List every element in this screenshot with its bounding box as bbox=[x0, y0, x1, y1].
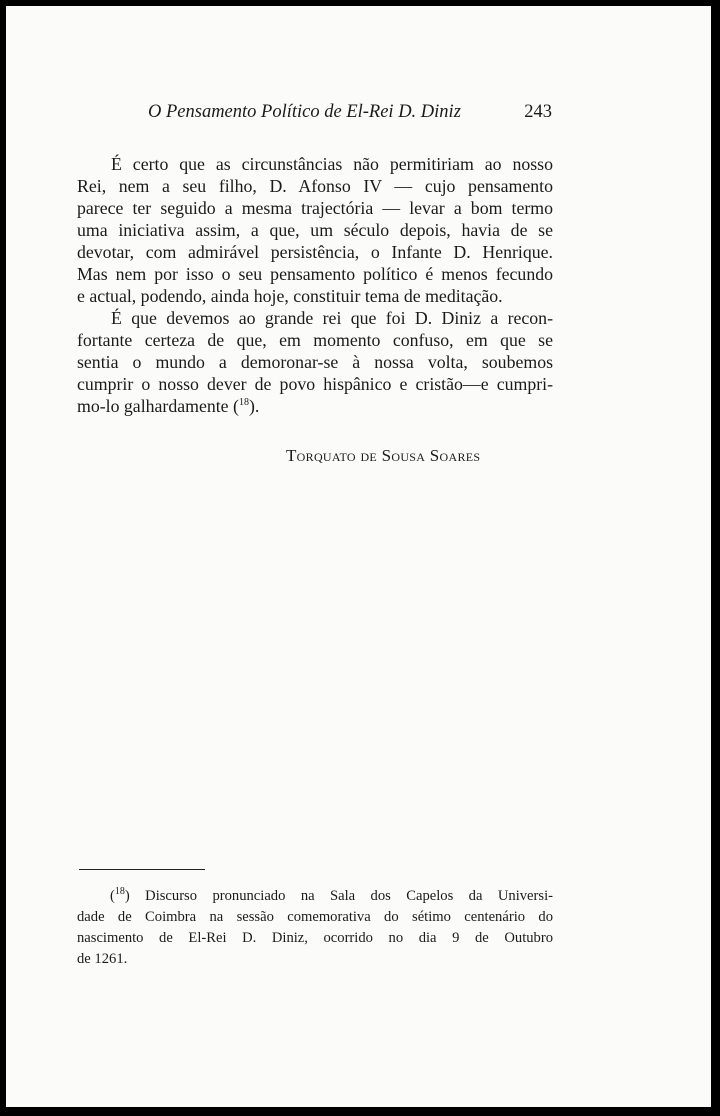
paragraph-1-line-1: É certo que as circunstâncias não permitiriam ao nosso bbox=[111, 154, 553, 174]
paragraph-2-line-3: sentia o mundo a demoronar-se à nossa volta, soubemos bbox=[77, 352, 553, 372]
footnote-line-1: ($^{18}$) Discurso pronunciado na Sala dos Capelos da Universi- bbox=[110, 886, 553, 904]
running-head-title: O Pensamento Político de El-Rei D. Diniz bbox=[148, 102, 461, 122]
paragraph-2-line-2: fortante certeza de que, em momento confuso, em que se bbox=[77, 330, 553, 350]
footnote-line-1-text: ) Discurso pronunciado na Sala dos Capelos da Universi- bbox=[124, 888, 553, 904]
paragraph-2-line-5 bbox=[77, 395, 553, 417]
paragraph-2-line-5-text: mo-lo galhardamente ( bbox=[77, 396, 239, 416]
paragraph-1-line-6: Mas nem por isso o seu pensamento político é menos fecundo bbox=[77, 264, 553, 284]
paragraph-1-line-2: Rei, nem a seu filho, D. Afonso IV — cujo pensamento bbox=[77, 176, 553, 196]
paragraph-1-line-5: devotar, com admirável persistência, o Infante D. Henrique. bbox=[77, 242, 553, 262]
footnote-divider bbox=[79, 869, 205, 870]
paragraph-1-line-7: e actual, podendo, ainda hoje, constituir tema de meditação. bbox=[77, 286, 503, 306]
footnote-line-4: de 1261. bbox=[77, 951, 128, 967]
footnote-line-2: dade de Coimbra na sessão comemorativa do sétimo centenário do bbox=[77, 909, 553, 925]
book-page bbox=[6, 6, 711, 1107]
footnote-marker: 18 bbox=[114, 886, 125, 898]
footnote-line-3: nascimento de El-Rei D. Diniz, ocorrido no dia 9 de Outubro bbox=[77, 930, 553, 946]
footnote-reference: 18 bbox=[238, 397, 249, 409]
paragraph-1-line-3: parece ter seguido a mesma trajectória — levar a bom termo bbox=[77, 198, 553, 218]
author-signature: Torquato de Sousa Soares bbox=[286, 446, 481, 465]
paragraph-2-line-4: cumprir o nosso dever de povo hispânico e cristão—e cumpri- bbox=[77, 374, 553, 394]
paragraph-2-line-5-end: ). bbox=[248, 396, 260, 416]
paragraph-2-line-1: É que devemos ao grande rei que foi D. Diniz a recon- bbox=[111, 308, 553, 328]
paragraph-1-line-4: uma iniciativa assim, a que, um século depois, havia de se bbox=[77, 220, 553, 240]
page-number: 243 bbox=[524, 102, 552, 122]
